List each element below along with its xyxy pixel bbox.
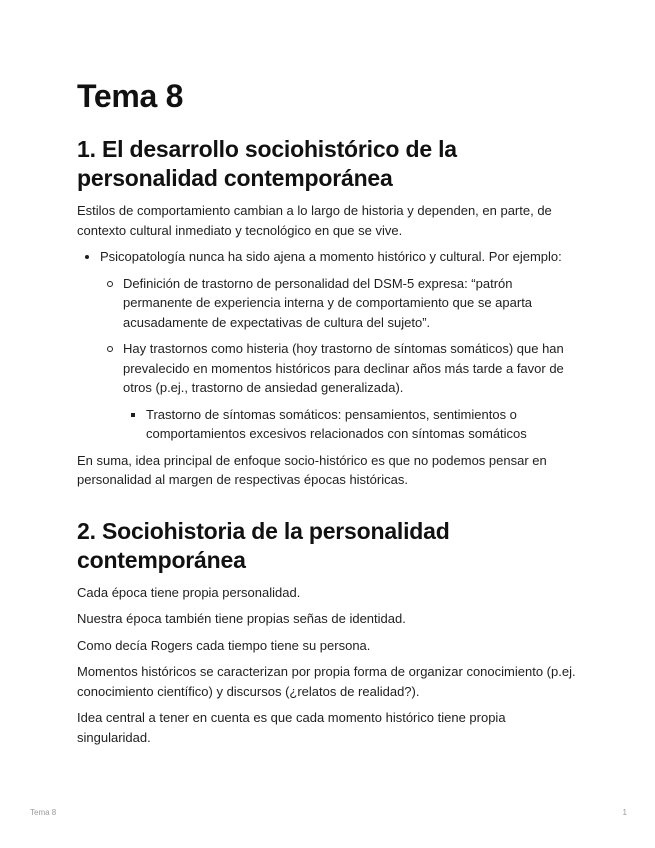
page-title: Tema 8	[77, 78, 184, 114]
list-item	[100, 274, 582, 333]
footer-document-title: Tema 8	[30, 808, 57, 817]
sub-sub-bullet-text: Trastorno de síntomas somáticos: pensamientos, sentimientos o comportamientos excesivos relacionados con síntomas somáticos	[146, 406, 527, 441]
sub-bullet-text: Hay trastornos como histeria (hoy trastorno de síntomas somáticos) que han prevalecido en momentos históricos para declinar años más tarde a favor de otros (p.ej., trastorno de ansiedad generalizada).	[123, 341, 564, 395]
paragraph: Momentos históricos se caracterizan por propia forma de organizar conocimiento (p.ej. conocimiento científico) y discursos (¿relatos de realidad?).	[77, 664, 576, 699]
list-item	[77, 247, 582, 444]
section-1-heading: 1. El desarrollo sociohistórico de la personalidad contemporánea	[77, 136, 457, 191]
sub-bullet-text: Definición de trastorno de personalidad del DSM-5 expresa: “patrón permanente de experiencia interna y de comportamiento que se aparta acusadamente de expectativas de cultura del sujeto”.	[123, 275, 533, 330]
list-item	[100, 339, 582, 444]
section-1-conclusion: En suma, idea principal de enfoque socio-histórico es que no podemos pensar en personalidad al margen de respectivas épocas históricas.	[77, 452, 547, 487]
section-1-bullet-list	[77, 247, 582, 444]
section-1-intro: Estilos de comportamiento cambian a lo largo de historia y dependen, en parte, de contexto cultural inmediato y tecnológico en que se vive.	[77, 203, 552, 238]
document-page	[77, 78, 582, 754]
paragraph: Como decía Rogers cada tiempo tiene su persona.	[77, 637, 371, 653]
paragraph: Idea central a tener en cuenta es que cada momento histórico tiene propia singularidad.	[77, 710, 506, 745]
section-2	[77, 517, 582, 748]
footer-page-number: 1	[622, 808, 627, 817]
section-2-heading: 2. Sociohistoria de la personalidad contemporánea	[77, 517, 450, 573]
list-item	[123, 405, 582, 444]
sub-sub-bullet-list	[123, 405, 582, 444]
sub-bullet-list	[100, 274, 582, 444]
paragraph: Nuestra época también tiene propias señas de identidad.	[77, 611, 406, 626]
bullet-text: Psicopatología nunca ha sido ajena a momento histórico y cultural. Por ejemplo:	[100, 249, 562, 264]
paragraph: Cada época tiene propia personalidad.	[77, 584, 301, 600]
